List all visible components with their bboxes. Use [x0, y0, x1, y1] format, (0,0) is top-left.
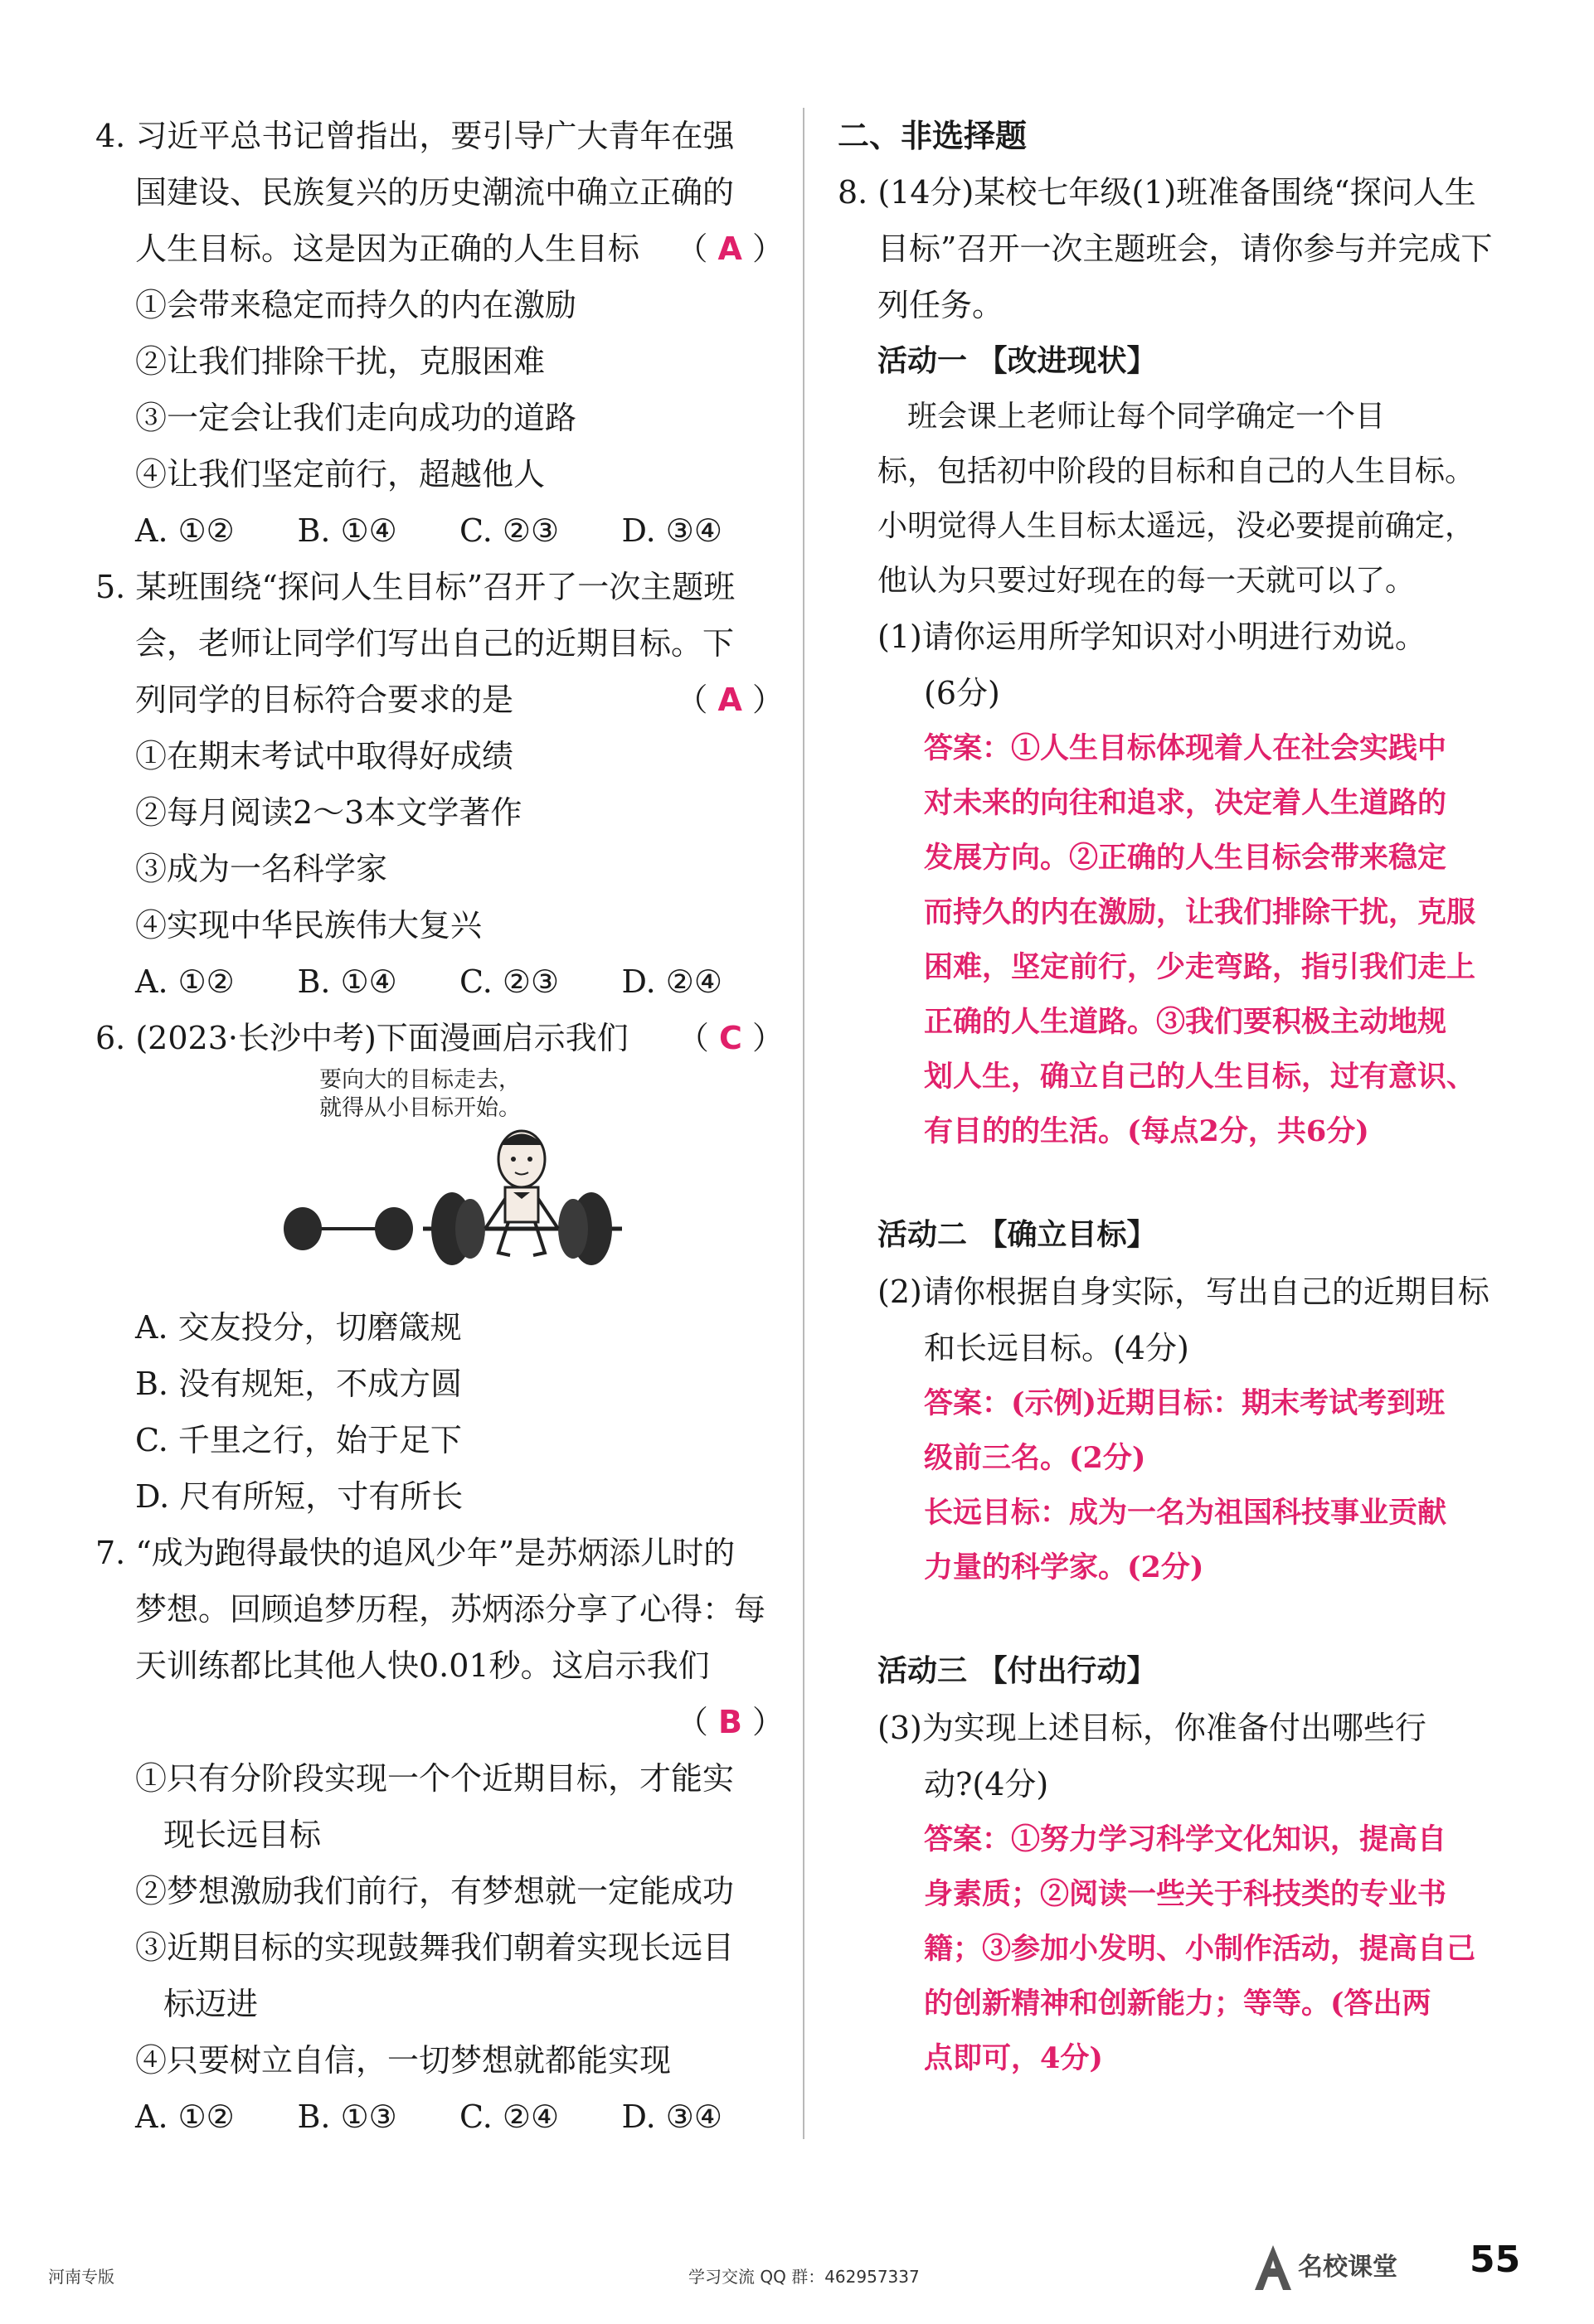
- q7-item-4: ④只要树立自信，一切梦想就都能实现: [135, 2042, 672, 2079]
- q5-option-b: B. ①④: [297, 963, 397, 1000]
- q7-item-3-cont: 标迈进: [163, 1986, 259, 2022]
- q5-line-2: 会，老师让同学们写出自己的近期目标。下: [135, 625, 735, 662]
- q8-line-1: 8. (14分)某校七年级(1)班准备围绕“探问人生: [838, 174, 1476, 211]
- answer-1-line-4: 而持久的内在激励，让我们排除干扰，克服: [924, 895, 1476, 929]
- q5-option-c: C. ②③: [459, 963, 560, 1000]
- q5-option-a: A. ①②: [135, 963, 235, 1000]
- activity-1-para-4: 他认为只要过好现在的每一天就可以了。: [877, 564, 1416, 598]
- footer-edition: 河南专版: [48, 2267, 114, 2287]
- q6-answer-paren: （ C ）: [677, 1020, 784, 1056]
- q6-option-d: D. 尺有所短，寸有所长: [135, 1478, 464, 1515]
- weightlifting-cartoon: [95, 1066, 784, 1294]
- activity-1-para-3: 小明觉得人生目标太遥远，没必要提前确定，: [877, 509, 1475, 543]
- sub-question-3-cont: 动?(4分): [924, 1766, 1049, 1802]
- cartoon-caption: 要向大的目标走去， 就得从小目标开始。: [319, 1067, 521, 1121]
- page-number: 55: [1470, 2239, 1521, 2281]
- right-column: [838, 108, 1526, 2086]
- answer-2-line-3: 长远目标：成为一名为祖国科技事业贡献: [924, 1496, 1447, 1530]
- q7-answer-line: [95, 1694, 784, 1750]
- q6-answer: C: [719, 1020, 742, 1056]
- q7-item-1: ①只有分阶段实现一个个近期目标，才能实: [135, 1760, 735, 1797]
- q5-line-3: 列同学的目标符合要求的是 （ A ）: [95, 672, 784, 728]
- answer-1-line-2: 对未来的向往和追求，决定着人生道路的: [924, 786, 1447, 820]
- q8-line-2: 目标”召开一次主题班会，请你参与并完成下: [877, 230, 1493, 267]
- q7-option-c: C. ②④: [459, 2098, 560, 2135]
- section-heading: 二、非选择题: [838, 118, 1028, 154]
- q5-line-1: 5. 某班围绕“探问人生目标”召开了一次主题班: [95, 569, 736, 605]
- q7-answer-paren: （ B ）: [676, 1704, 784, 1740]
- sub-question-2-cont: 和长远目标。(4分): [924, 1330, 1189, 1366]
- brand-logo-text: 名校课堂: [1298, 2253, 1397, 2282]
- cartoon-drawing: [95, 1066, 784, 1294]
- footer-qq-group: 学习交流 QQ 群：462957337: [688, 2267, 920, 2287]
- answer-1-line-1: 答案：①人生目标体现着人在社会实践中: [924, 731, 1447, 765]
- answer-3-line-2: 身素质；②阅读一些关于科技类的专业书: [924, 1877, 1447, 1911]
- answer-1-line-5: 困难，坚定前行，少走弯路，指引我们走上: [924, 950, 1476, 984]
- q4-option-a: A. ①②: [135, 512, 235, 549]
- activity-1-title: 活动一 【改进现状】: [877, 344, 1157, 378]
- q6-line-1: 6. (2023·长沙中考)下面漫画启示我们 （ C ）: [95, 1010, 784, 1066]
- left-column: [95, 108, 784, 2145]
- q4-answer-paren: （ A ）: [676, 230, 784, 267]
- q7-option-b: B. ①③: [297, 2098, 397, 2135]
- column-divider: [803, 108, 804, 2139]
- answer-1-line-3: 发展方向。②正确的人生目标会带来稳定: [924, 841, 1447, 875]
- activity-2-title: 活动二 【确立目标】: [877, 1218, 1157, 1252]
- answer-1-line-8: 有目的的生活。(每点2分，共6分): [924, 1114, 1369, 1148]
- answer-3-line-1: 答案：①努力学习科学文化知识，提高自: [924, 1822, 1447, 1856]
- q4-answer: A: [717, 230, 742, 267]
- q4-line-2: 国建设、民族复兴的历史潮流中确立正确的: [135, 174, 735, 211]
- q7-item-1-cont: 现长远目标: [163, 1817, 322, 1853]
- q4-item-3: ③一定会让我们走向成功的道路: [135, 400, 577, 436]
- small-barbell-icon: [284, 1207, 413, 1250]
- q4-item-4: ④让我们坚定前行，超越他人: [135, 456, 546, 492]
- q7-line-3: 天训练都比其他人快0.01秒。这启示我们: [135, 1647, 710, 1684]
- q7-item-2: ②梦想激励我们前行，有梦想就一定能成功: [135, 1873, 735, 1909]
- brand-logo-icon: [1248, 2239, 1455, 2297]
- weightlifter-character-icon: [485, 1131, 558, 1255]
- q6-option-b: B. 没有规矩，不成方圆: [135, 1366, 463, 1402]
- q5-answer-paren: （ A ）: [676, 682, 784, 718]
- q5-answer: A: [717, 682, 742, 718]
- q6-option-c: C. 千里之行，始于足下: [135, 1422, 462, 1458]
- answer-2-line-2: 级前三名。(2分): [924, 1441, 1146, 1475]
- answer-3-line-3: 籍；③参加小发明、小制作活动，提高自己: [924, 1932, 1476, 1966]
- sub-question-2: (2)请你根据自身实际，写出自己的近期目标: [877, 1274, 1490, 1310]
- answer-1-line-7: 划人生，确立自己的人生目标，过有意识、: [924, 1060, 1476, 1094]
- activity-1-para-1: 班会课上老师让每个同学确定一个目: [907, 400, 1386, 434]
- q5-option-d: D. ②④: [621, 963, 722, 1000]
- answer-2-line-1: 答案：(示例)近期目标：期末考试考到班: [924, 1386, 1446, 1420]
- q7-item-3: ③近期目标的实现鼓舞我们朝着实现长远目: [135, 1929, 735, 1966]
- q8-line-3: 列任务。: [877, 287, 1004, 323]
- q5-item-3: ③成为一名科学家: [135, 851, 388, 887]
- answer-3-line-4: 的创新精神和创新能力；等等。(答出两: [924, 1987, 1431, 2021]
- q7-options: [95, 2089, 784, 2145]
- q7-option-a: A. ①②: [135, 2098, 235, 2135]
- q5-options: [95, 953, 784, 1010]
- sub-question-1-score: (6分): [924, 675, 1000, 711]
- activity-3-title: 活动三 【付出行动】: [877, 1654, 1157, 1688]
- sub-question-3: (3)为实现上述目标，你准备付出哪些行: [877, 1710, 1426, 1746]
- q4-line-3: 人生目标。这是因为正确的人生目标 （ A ）: [95, 221, 784, 277]
- q4-line-1: 4. 习近平总书记曾指出，要引导广大青年在强: [95, 118, 735, 154]
- q6-option-a: A. 交友投分，切磨箴规: [135, 1309, 462, 1346]
- q7-line-1: 7. “成为跑得最快的追风少年”是苏炳添儿时的: [95, 1535, 736, 1571]
- sub-question-1: (1)请你运用所学知识对小明进行劝说。: [877, 619, 1426, 655]
- q7-line-2: 梦想。回顾追梦历程，苏炳添分享了心得：每: [135, 1591, 766, 1628]
- q5-item-4: ④实现中华民族伟大复兴: [135, 907, 483, 944]
- q4-option-c: C. ②③: [459, 512, 560, 549]
- q4-item-1: ①会带来稳定而持久的内在激励: [135, 287, 577, 323]
- q5-item-2: ②每月阅读2～3本文学著作: [135, 794, 522, 831]
- q7-option-d: D. ③④: [621, 2098, 722, 2135]
- activity-1-para-2: 标，包括初中阶段的目标和自己的人生目标。: [877, 454, 1475, 488]
- q7-answer: B: [717, 1704, 742, 1740]
- answer-2-line-4: 力量的科学家。(2分): [924, 1550, 1204, 1584]
- q4-option-d: D. ③④: [621, 512, 722, 549]
- q4-options: [95, 502, 784, 559]
- q4-option-b: B. ①④: [297, 512, 397, 549]
- q4-item-2: ②让我们排除干扰，克服困难: [135, 343, 546, 380]
- answer-1-line-6: 正确的人生道路。③我们要积极主动地规: [924, 1005, 1447, 1039]
- answer-3-line-5: 点即可，4分): [924, 2041, 1103, 2075]
- q5-item-1: ①在期末考试中取得好成绩: [135, 738, 514, 774]
